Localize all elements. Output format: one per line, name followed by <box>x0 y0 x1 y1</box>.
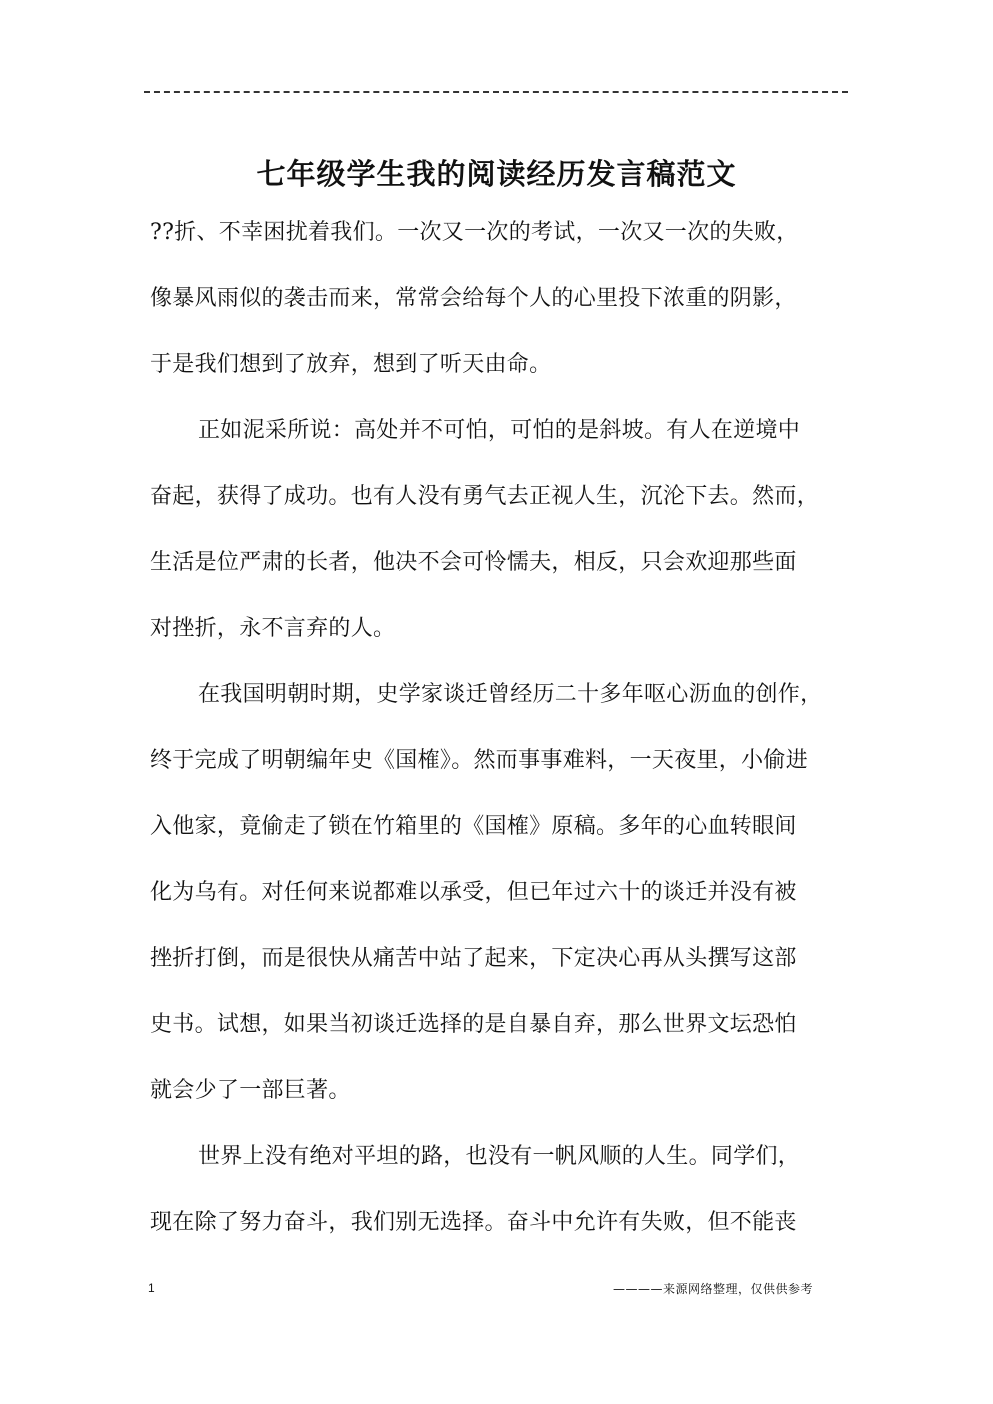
text-line: 化为乌有。对任何来说都难以承受，但已年过六十的谈迁并没有被 <box>150 880 797 905</box>
text-line: 对挫折，永不言弃的人。 <box>150 616 396 641</box>
document-title: 七年级学生我的阅读经历发言稿范文 <box>256 157 737 191</box>
text-line: 现在除了努力奋斗，我们别无选择。奋斗中允许有失败，但不能丧 <box>150 1210 797 1235</box>
text-line: 奋起，获得了成功。也有人没有勇气去正视人生，沉沦下去。然而， <box>150 484 820 509</box>
text-line: 于是我们想到了放弃，想到了听天由命。 <box>150 352 552 377</box>
paragraph-first-line: 正如泥采所说：高处并不可怕，可怕的是斜坡。有人在逆境中 <box>198 418 801 443</box>
header-dashed-rule <box>144 91 848 93</box>
text-line: 生活是位严肃的长者，他决不会可怜懦夫，相反，只会欢迎那些面 <box>150 550 797 575</box>
footer-source-note: ————来源网络整理，仅供供参考 <box>612 1282 813 1296</box>
paragraph-first-line: 在我国明朝时期，史学家谈迁曾经历二十多年呕心沥血的创作， <box>198 682 823 707</box>
text-line: 终于完成了明朝编年史《国榷》。然而事事难料，一天夜里，小偷进 <box>150 748 809 773</box>
text-line: 挫折打倒，而是很快从痛苦中站了起来，下定决心再从头撰写这部 <box>150 946 797 971</box>
text-line: ??折、不幸困扰着我们。一次又一次的考试，一次又一次的失败， <box>150 220 799 245</box>
paragraph-first-line: 世界上没有绝对平坦的路，也没有一帆风顺的人生。同学们， <box>198 1144 801 1169</box>
text-line: 史书。试想，如果当初谈迁选择的是自暴自弃，那么世界文坛恐怕 <box>150 1012 797 1037</box>
text-line: 像暴风雨似的袭击而来，常常会给每个人的心里投下浓重的阴影， <box>150 286 797 311</box>
page-number: 1 <box>148 1281 155 1295</box>
text-line: 入他家，竟偷走了锁在竹箱里的《国榷》原稿。多年的心血转眼间 <box>150 814 797 839</box>
text-line: 就会少了一部巨著。 <box>150 1078 351 1103</box>
document-body <box>150 215 840 1271</box>
